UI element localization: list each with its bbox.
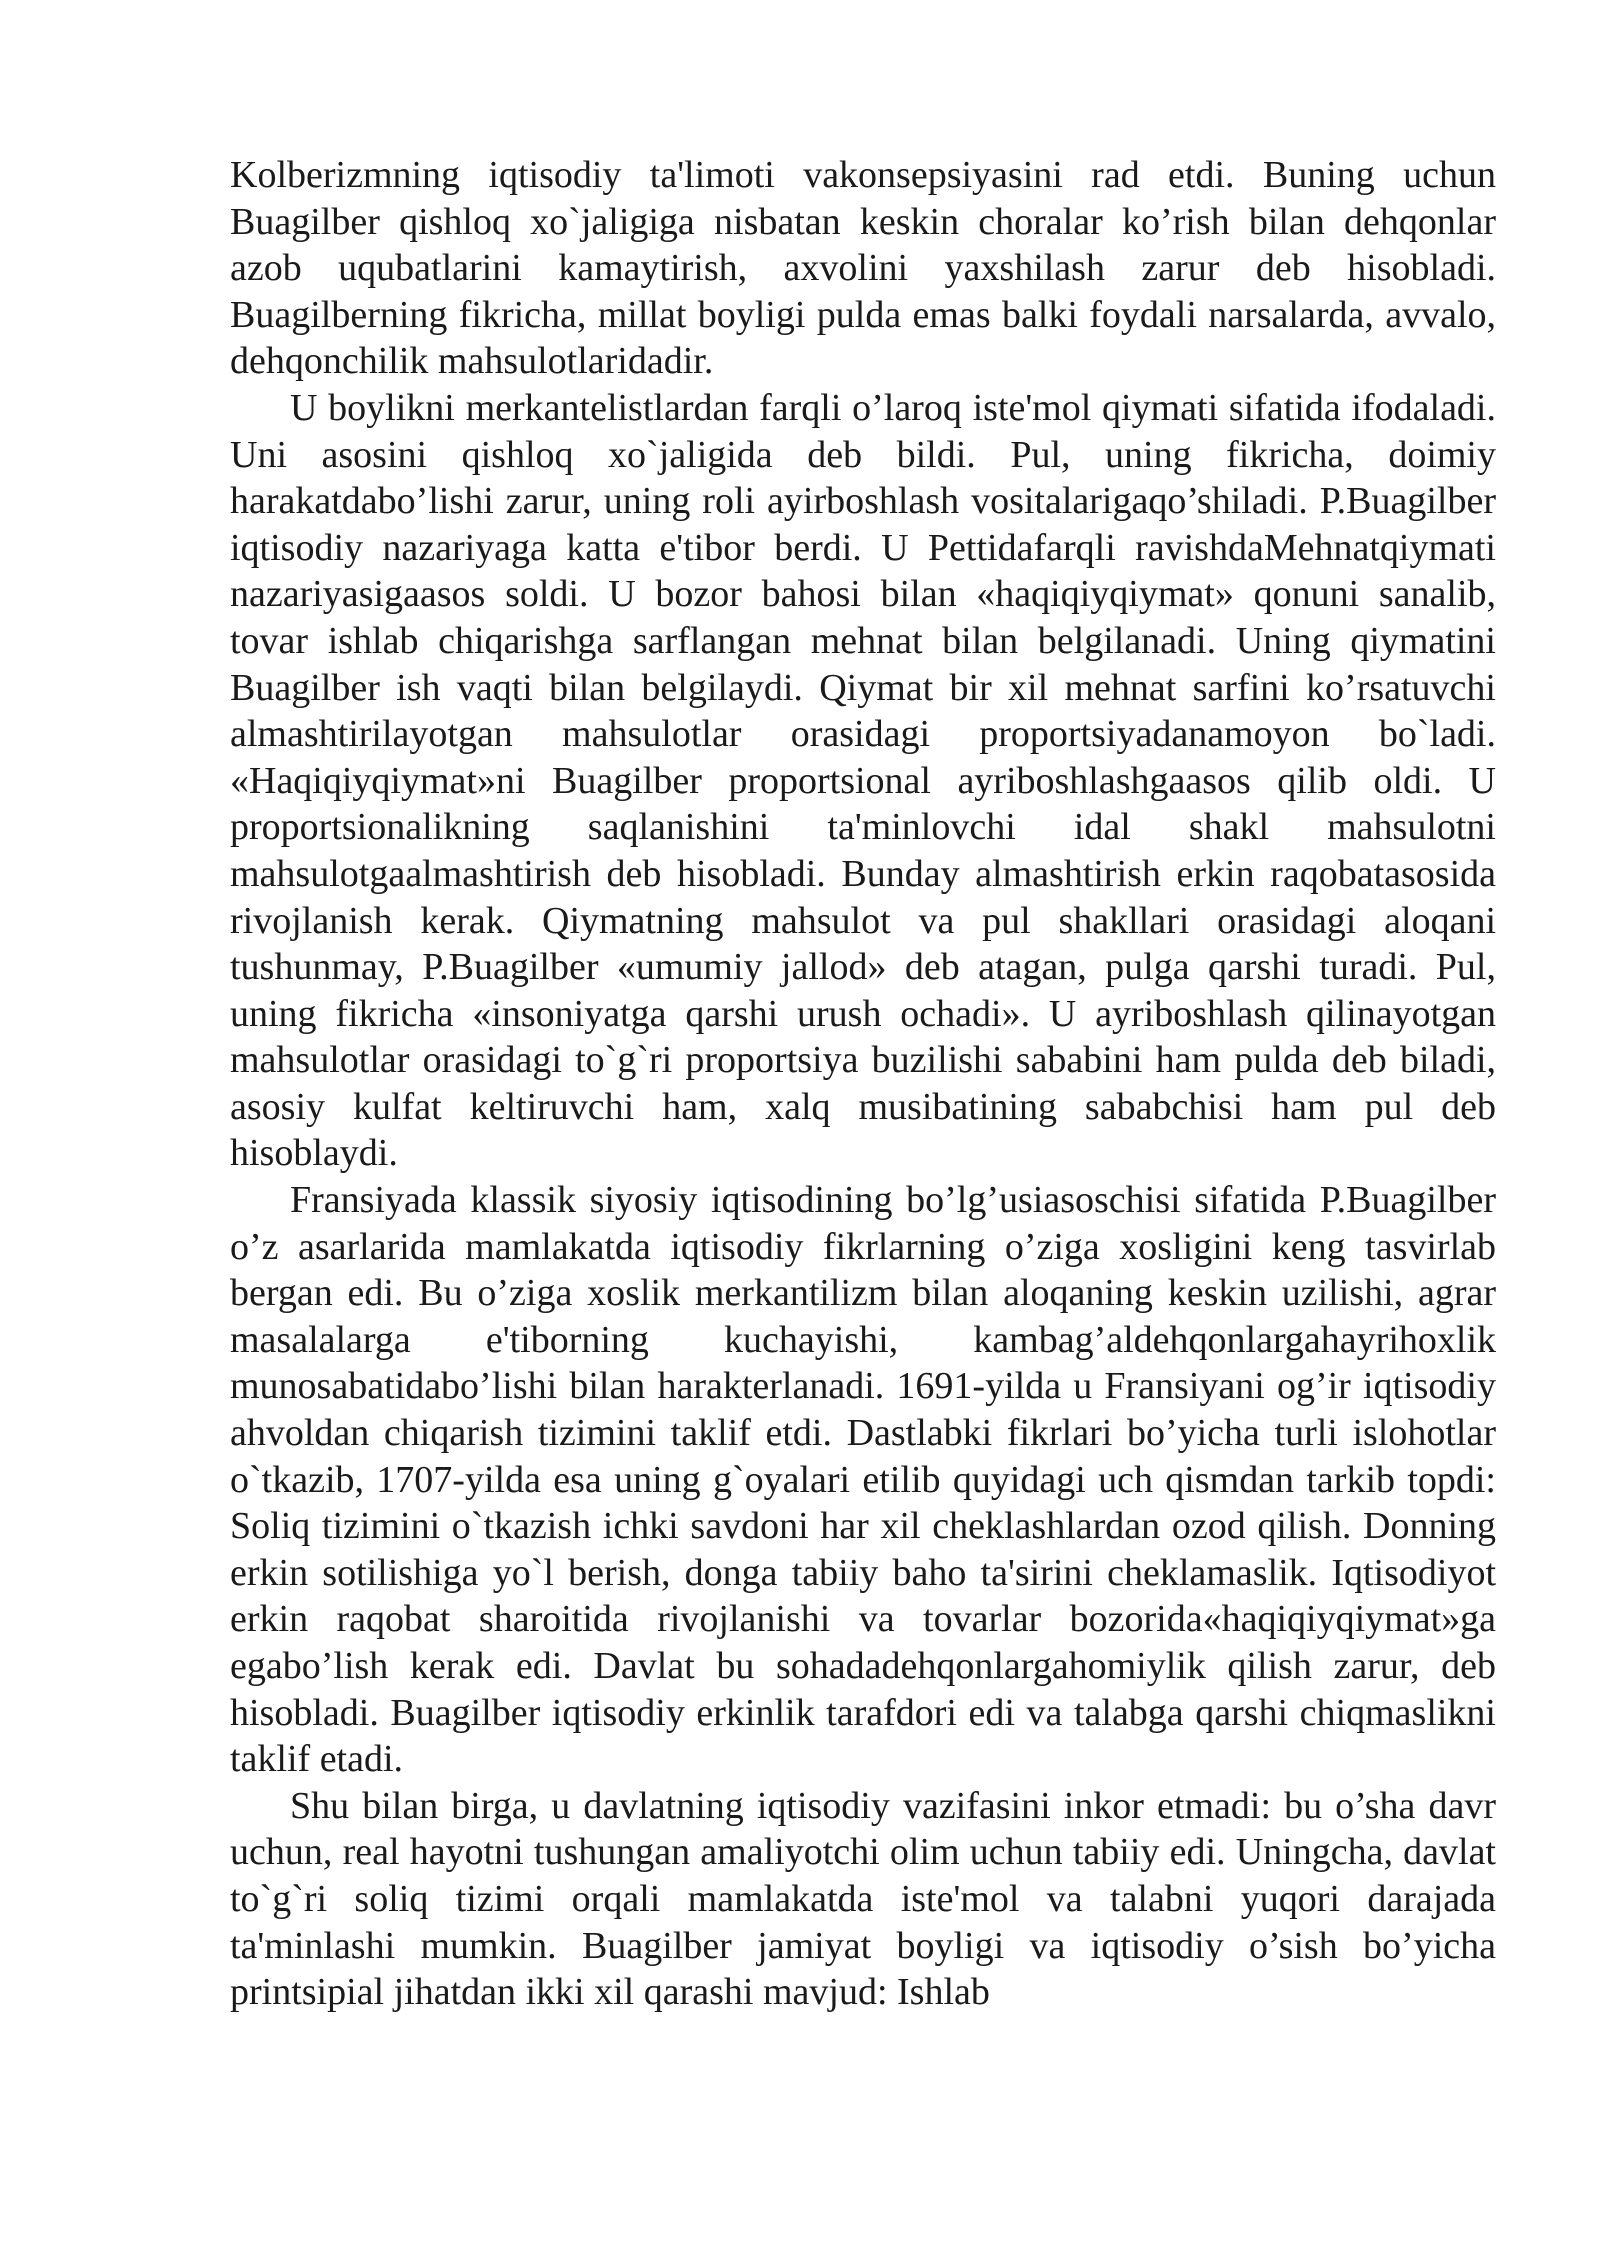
paragraph-2: U boylikni merkantelistlardan farqli o’laroq iste'mol qiymati sifatida ifodaladi. Uni asosini qishloq xo`jaligida deb bildi. Pul, uning fikricha, doimiy harakatdabo’lishi zarur, uning roli ayirboshlash vositalarigaqo’shiladi. P.Buagilber iqtisodiy nazariyaga katta e'tibor berdi. U Pettidafarqli ravishdaMehnatqiymati nazariyasigaasos soldi. U bozor bahosi bilan «haqiqiyqiymat» qonuni sanalib, tovar ishlab chiqarishga sarflangan mehnat bilan belgilanadi. Uning qiymatini Buagilber ish vaqti bilan belgilaydi. Qiymat bir xil mehnat sarfini ko’rsatuvchi almashtirilayotgan mahsulotlar orasidagi proportsiyadanamoyon bo`ladi. «Haqiqiyqiymat»ni Buagilber proportsional ayriboshlashgaasos qilib oldi. U proportsionalikning saqlanishini ta'minlovchi idal shakl mahsulotni mahsulotgaalmashtirish deb hisobladi. Bunday almashtirish erkin raqobatasosida rivojlanish kerak. Qiymatning mahsulot va pul shakllari orasidagi aloqani tushunmay, P.Buagilber «umumiy jallod» deb atagan, pulga qarshi turadi. Pul, uning fikricha «insoniyatga qarshi urush ochadi». U ayriboshlash qilinayotgan mahsulotlar orasidagi to`g`ri proportsiya buzilishi sababini ham pulda deb biladi, asosiy kulfat keltiruvchi ham, xalq musibatining sababchisi ham pul deb hisoblaydi. — [230, 386, 1496, 1175]
document-page — [230, 152, 1496, 2016]
paragraph-4: Shu bilan birga, u davlatning iqtisodiy vazifasini inkor etmadi: bu o’sha davr uchun, real hayotni tushungan amaliyotchi olim uchun tabiiy edi. Uningcha, davlat to`g`ri soliq tizimi orqali mamlakatda iste'mol va talabni yuqori darajada ta'minlashi mumkin. Buagilber jamiyat boyligi va iqtisodiy o’sish bo’yicha printsipial jihatdan ikki xil qarashi mavjud: Ishlab — [230, 1784, 1496, 2014]
paragraph-1: Kolberizmning iqtisodiy ta'limoti vakonsepsiyasini rad etdi. Buning uchun Buagilber qishloq xo`jaligiga nisbatan keskin choralar ko’rish bilan dehqonlar azob uqubatlarini kamaytirish, axvolini yaxshilash zarur deb hisobladi. Buagilberning fikricha, millat boyligi pulda emas balki foydali narsalarda, avvalo, dehqonchilik mahsulotlaridadir. — [230, 154, 1496, 383]
paragraph-3: Fransiyada klassik siyosiy iqtisodining bo’lg’usiasoschisi sifatida P.Buagilber o’z asarlarida mamlakatda iqtisodiy fikrlarning o’ziga xosligini keng tasvirlab bergan edi. Bu o’ziga xoslik merkantilizm bilan aloqaning keskin uzilishi, agrar masalalarga e'tiborning kuchayishi, kambag’aldehqonlargahayrihoxlik munosabatidabo’lishi bilan harakterlanadi. 1691-yilda u Fransiyani og’ir iqtisodiy ahvoldan chiqarish tizimini taklif etdi. Dastlabki fikrlari bo’yicha turli islohotlar o`tkazib, 1707-yilda esa uning g`oyalari etilib quyidagi uch qismdan tarkib topdi: Soliq tizimini o`tkazish ichki savdoni har xil cheklashlardan ozod qilish. Donning erkin sotilishiga yo`l berish, donga tabiiy baho ta'sirini cheklamaslik. Iqtisodiyot erkin raqobat sharoitida rivojlanishi va tovarlar bozorida«haqiqiyqiymat»ga egabo’lish kerak edi. Davlat bu sohadadehqonlargahomiylik qilish zarur, deb hisobladi. Buagilber iqtisodiy erkinlik tarafdori edi va talabga qarshi chiqmaslikni taklif etadi. — [230, 1179, 1496, 1781]
